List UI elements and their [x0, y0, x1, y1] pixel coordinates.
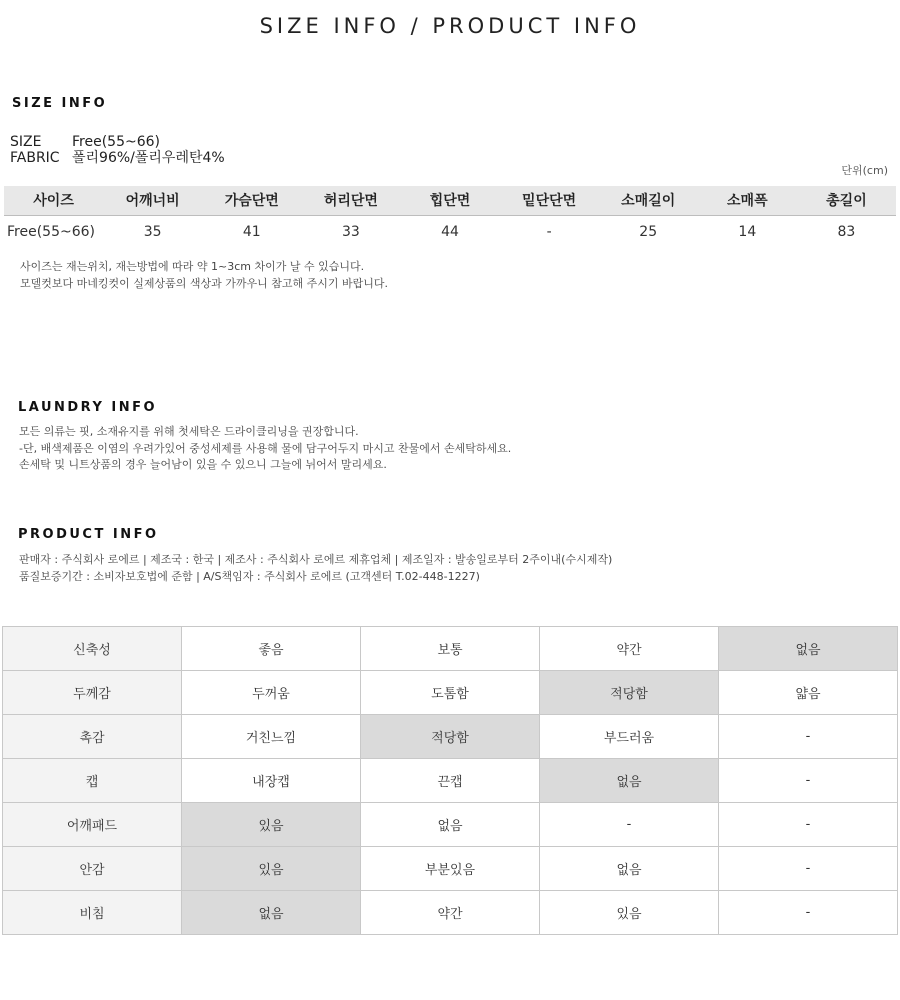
feature-option: 두꺼움	[182, 671, 361, 715]
size-table-header-row	[4, 186, 896, 215]
feature-option: 부분있음	[361, 847, 540, 891]
size-table-cell: 41	[242, 223, 261, 240]
feature-label: 신축성	[3, 627, 182, 671]
size-table-header: 허리단면	[301, 186, 400, 215]
feature-label: 캡	[3, 759, 182, 803]
feature-option: 좋음	[182, 627, 361, 671]
feature-label: 안감	[3, 847, 182, 891]
feature-option: -	[540, 803, 719, 847]
laundry-line: -단, 배색제품은 이염의 우려가있어 중성세제를 사용해 물에 담구어두지 마시고 찬물에서 손세탁하세요.	[19, 441, 512, 455]
feature-option-selected: 없음	[182, 891, 361, 935]
feature-option: 약간	[361, 891, 540, 935]
feature-row	[3, 627, 898, 671]
feature-row	[3, 715, 898, 759]
size-table-cell: 35	[143, 223, 162, 240]
size-notes	[20, 259, 388, 292]
feature-row	[3, 671, 898, 715]
product-notes	[19, 552, 612, 585]
laundry-info-heading: LAUNDRY INFO	[18, 400, 158, 415]
laundry-line: 모든 의류는 핏, 소재유지를 위해 첫세탁은 드라이클리닝을 권장합니다.	[19, 425, 359, 438]
product-line: 판매자 : 주식회사 로에르 | 제조국 : 한국 | 제조사 : 주식회사 로에르 제휴업체 | 제조일자 : 발송일로부터 2주이내(수시제작)	[19, 553, 613, 566]
feature-option: 끈캡	[361, 759, 540, 803]
feature-option-selected: 적당함	[361, 715, 540, 759]
product-info-heading: PRODUCT INFO	[18, 527, 159, 542]
fabric-key: FABRIC	[10, 150, 60, 166]
size-table-cell: 25	[639, 223, 658, 240]
feature-row	[3, 847, 898, 891]
feature-option-selected: 있음	[182, 803, 361, 847]
size-spec-row	[10, 134, 160, 151]
size-table-header: 사이즈	[4, 186, 103, 215]
size-table	[4, 186, 896, 248]
feature-label: 어깨패드	[3, 803, 182, 847]
feature-option-selected: 적당함	[540, 671, 719, 715]
size-key: SIZE	[10, 134, 42, 150]
size-table-cell: Free(55~66)	[7, 223, 95, 240]
feature-option-selected: 있음	[182, 847, 361, 891]
size-table-cell: 83	[837, 223, 856, 240]
feature-option: 내장캡	[182, 759, 361, 803]
feature-option: 없음	[361, 803, 540, 847]
fabric-value: 폴리96%/폴리우레탄4%	[72, 150, 225, 166]
size-table-cell: 14	[738, 223, 757, 240]
feature-option-selected: 없음	[719, 627, 898, 671]
size-table-cell: -	[546, 223, 552, 240]
size-table-header: 어깨너비	[103, 186, 202, 215]
product-line: 품질보증기간 : 소비자보호법에 준함 | A/S책임자 : 주식회사 로에르 (고객센터 T.02-448-1227)	[19, 569, 480, 583]
size-table-header: 밑단단면	[500, 186, 599, 215]
size-table-cell: 44	[441, 223, 459, 240]
laundry-line: 손세탁 및 니트상품의 경우 늘어남이 있을 수 있으니 그늘에 뉘어서 말리세요.	[19, 458, 387, 471]
feature-option: 없음	[540, 847, 719, 891]
feature-option: -	[719, 715, 898, 759]
feature-option: 얇음	[719, 671, 898, 715]
fabric-spec-row	[10, 150, 225, 167]
size-table-header: 소매폭	[698, 186, 797, 215]
feature-option: 있음	[540, 891, 719, 935]
feature-option: 부드러움	[540, 715, 719, 759]
laundry-notes	[19, 424, 511, 474]
size-info-heading: SIZE INFO	[12, 96, 108, 111]
feature-table	[2, 626, 898, 935]
feature-option: 약간	[540, 627, 719, 671]
feature-option: -	[719, 759, 898, 803]
size-table-header: 힙단면	[400, 186, 499, 215]
page-title: SIZE INFO / PRODUCT INFO	[259, 14, 641, 38]
feature-label: 촉감	[3, 715, 182, 759]
size-note-line: 사이즈는 재는위치, 재는방법에 따라 약 1~3cm 차이가 날 수 있습니다.	[20, 260, 365, 273]
feature-option: 거친느낌	[182, 715, 361, 759]
feature-option-selected: 없음	[540, 759, 719, 803]
feature-option: -	[719, 803, 898, 847]
size-table-cell: 33	[341, 223, 360, 240]
feature-label: 비침	[3, 891, 182, 935]
size-table-header: 소매길이	[599, 186, 698, 215]
unit-label: 단위(cm)	[841, 164, 888, 177]
table-row	[4, 215, 896, 248]
feature-option: -	[719, 847, 898, 891]
feature-label: 두께감	[3, 671, 182, 715]
feature-row	[3, 759, 898, 803]
size-table-header: 가슴단면	[202, 186, 301, 215]
feature-row	[3, 891, 898, 935]
feature-row	[3, 803, 898, 847]
size-table-header: 총길이	[797, 186, 896, 215]
size-value: Free(55~66)	[72, 134, 160, 150]
size-note-line: 모델컷보다 마네킹컷이 실제상품의 색상과 가까우니 참고해 주시기 바랍니다.	[20, 276, 389, 290]
feature-option: 도톰함	[361, 671, 540, 715]
feature-option: -	[719, 891, 898, 935]
feature-option: 보통	[361, 627, 540, 671]
